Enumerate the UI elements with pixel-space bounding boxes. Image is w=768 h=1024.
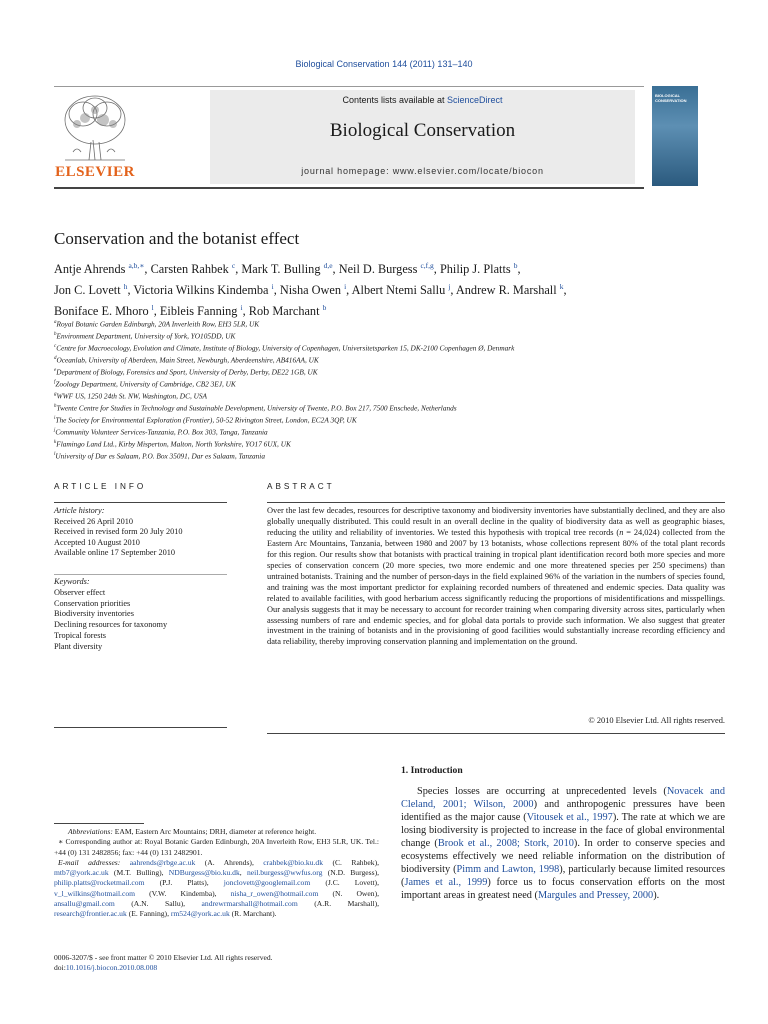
author-name: Carsten Rahbek xyxy=(150,262,229,277)
email-link[interactable]: philip.platts@rocketmail.com xyxy=(54,878,145,888)
author-name: Andrew R. Marshall xyxy=(455,283,557,298)
citation-link[interactable]: Brook et al., 2008; Stork, 2010 xyxy=(437,837,574,849)
email-owner: (R. Marchant). xyxy=(231,909,277,918)
affiliation-item: $^a$Royal Botanic Garden Edinburgh, 20A Inverleith Row, EH3 5LR, UK xyxy=(54,319,260,329)
citation-link[interactable]: Pimm and Lawton, 1998 xyxy=(456,863,560,875)
author-affiliation-marker[interactable]: c xyxy=(231,261,236,270)
email-link[interactable]: neil.burgess@wwfus.org xyxy=(246,868,323,877)
author-affiliation-marker[interactable]: d,e xyxy=(323,261,333,270)
email-owner: (P.J. Platts) xyxy=(159,878,207,888)
email-link[interactable]: NDBurgess@bio.ku.dk xyxy=(168,868,240,877)
affiliation-item: $^i$The Society for Environmental Exploration (Frontier), 50-52 Rivington Street, London, EC2A 3QP, UK xyxy=(54,415,357,425)
author-affiliation-marker[interactable]: i xyxy=(240,303,243,313)
abstract-copyright: © 2010 Elsevier Ltd. All rights reserved. xyxy=(588,716,725,725)
author-affiliation-marker[interactable]: l xyxy=(151,303,154,313)
citation-link[interactable]: Vitousek et al., 1997 xyxy=(526,811,613,823)
author-affiliation-marker[interactable]: b xyxy=(513,261,518,270)
email-link[interactable]: andrewrmarshall@hotmail.com xyxy=(201,898,298,908)
email-owner: (A.N. Sallu) xyxy=(131,898,184,908)
contents-prefix: Contents lists available at xyxy=(342,95,448,105)
affiliation-item: $^l$University of Dar es Salaam, P.O. Box 35091, Dar es Salaam, Tanzania xyxy=(54,451,265,461)
section-heading-introduction: 1. Introduction xyxy=(401,765,463,776)
elsevier-wordmark: ELSEVIER xyxy=(55,164,135,180)
corresponding-author-note: ∗ Corresponding author at: Royal Botanic Garden Edinburgh, 20A Inverleith Row, EH3 5LR, UK. Tel.: +44 (0) 131 2482856; fax: +44 (0) 131 2482901. xyxy=(54,837,379,857)
affiliation-item: $^f$Zoology Department, University of Cambridge, CB2 3EJ, UK xyxy=(54,379,236,389)
sciencedirect-link[interactable]: ScienceDirect xyxy=(447,95,503,105)
keyword-item: Observer effect xyxy=(54,587,106,597)
email-owner: (C. Rahbek) xyxy=(332,857,378,867)
citation-link[interactable]: James et al., 1999 xyxy=(404,876,488,888)
doi-link[interactable]: 10.1016/j.biocon.2010.08.008 xyxy=(65,963,158,973)
keywords-rule xyxy=(54,574,227,575)
journal-homepage[interactable]: journal homepage: www.elsevier.com/locate/biocon xyxy=(301,166,544,176)
issn-line: 0006-3207/$ - see front matter © 2010 Elsevier Ltd. All rights reserved. xyxy=(54,953,273,962)
citation-link[interactable]: Novacek and Cleland, 2001; Wilson, 2000 xyxy=(401,786,725,810)
author-affiliation-marker[interactable]: c,f,g xyxy=(420,261,434,270)
keyword-item: Conservation priorities xyxy=(54,598,131,608)
author-name: Rob Marchant xyxy=(248,304,320,319)
email-link[interactable]: nisha_r_owen@hotmail.com xyxy=(230,888,319,898)
email-link[interactable]: jonclovett@googlemail.com xyxy=(223,878,311,888)
email-owner: (A. Ahrends) xyxy=(204,857,252,867)
author-name: Mark T. Bulling xyxy=(241,262,321,277)
history-item: Accepted 10 August 2010 xyxy=(54,537,140,547)
email-link[interactable]: rm524@york.ac.uk xyxy=(170,909,230,918)
header-bottom-rule xyxy=(54,187,644,189)
email-link[interactable]: aahrends@rbge.ac.uk xyxy=(129,857,196,867)
author-name: Jon C. Lovett xyxy=(54,283,121,298)
keywords-block xyxy=(54,577,227,653)
email-owner: (N. Owen) xyxy=(332,888,378,898)
article-history xyxy=(54,506,227,559)
author-affiliation-marker[interactable]: k xyxy=(559,282,564,292)
journal-reference[interactable]: Biological Conservation 144 (2011) 131–140 xyxy=(295,59,473,69)
header-top-rule xyxy=(54,86,644,87)
abbreviations-note: Abbreviations: EAM, Eastern Arc Mountains; DRH, diameter at reference height. xyxy=(68,827,317,836)
history-item: Received in revised form 20 July 2010 xyxy=(54,527,183,537)
footnote-rule xyxy=(54,823,144,824)
doi-line: doi:10.1016/j.biocon.2010.08.008 xyxy=(54,963,158,973)
author-name: Antje Ahrends xyxy=(54,262,126,277)
author-affiliation-marker[interactable]: b xyxy=(322,303,327,313)
affiliation-item: $^d$Oceanlab, University of Aberdeen, Main Street, Newburgh, Aberdeenshire, AB416AA, UK xyxy=(54,355,319,365)
affiliation-item: $^j$Community Volunteer Services-Tanzania, P.O. Box 303, Tanga, Tanzania xyxy=(54,427,268,437)
affiliation-item: $^c$Centre for Macroecology, Evolution and Climate, Institute of Biology, University of Copenhagen, Universitetsparken 15, DK-2100 Copenhagen Ø, Denmark xyxy=(54,343,515,353)
affiliation-item: $^e$Department of Biology, Forensics and Sport, University of Derby, Derby, DE22 1GB, UK xyxy=(54,367,318,377)
author-affiliation-marker[interactable]: a,b,∗ xyxy=(128,261,145,270)
email-addresses: E-mail addresses: aahrends@rbge.ac.uk (A. Ahrends), crahbek@bio.ku.dk (C. Rahbek), mtb7@york.ac.uk (M.T. Bulling), NDBurgess@bio.ku.dk, neil.burgess@wwfus.org (N.D. Burgess), philip.platts@rocketmail.com (P.J. Platts), jonclovett@googlemail.com (J.C. Lovett), v_l_wilkins@hotmail.com (V.W. Kindemba), nisha_r_owen@hotmail.com (N. Owen), ansallu@gmail.com (A.N. Sallu), andrewrmarshall@hotmail.com (A.R. Marshall), research@frontier.ac.uk (E. Fanning), rm524@york.ac.uk (R. Marchant). xyxy=(54,857,380,918)
email-link[interactable]: research@frontier.ac.uk xyxy=(54,909,127,918)
keywords-label: Keywords: xyxy=(54,577,90,586)
history-label: Article history: xyxy=(54,506,105,515)
article-info-rule xyxy=(54,502,227,503)
email-owner: (V.W. Kindemba) xyxy=(149,888,215,898)
author-name: Boniface E. Mhoro xyxy=(54,304,149,319)
author-name: Victoria Wilkins Kindemba xyxy=(133,283,269,298)
email-link[interactable]: v_l_wilkins@hotmail.com xyxy=(54,888,136,898)
email-owner: (A.R. Marshall) xyxy=(314,898,378,908)
author-affiliation-marker[interactable]: i xyxy=(271,282,274,292)
keyword-item: Tropical forests xyxy=(54,630,107,640)
affiliation-item: $^b$Environment Department, University of York, YO105DD, UK xyxy=(54,331,236,341)
email-link[interactable]: mtb7@york.ac.uk xyxy=(54,868,109,877)
author-list: Antje Ahrends $^{a,b,∗}$, Carsten Rahbek $^c$, Mark T. Bulling $^{d,e}$, Neil D. Burgess $^{c,f,g}$, Philip J. Platts $^b$, Jon C. Lovett $^h$, Victoria Wilkins Kindemba $^i$, Nisha Owen $^i$, Albert Ntemi Sallu $^j$, Andrew R. Marshall $^k$, Boniface E. Mhoro $^l$, Eibleis Fanning $^i$, Rob Marchant $^b$ xyxy=(54,261,567,319)
abstract-text: Over the last few decades, resources for descriptive taxonomy and biodiversity inventories have substantially declined, and they are also globally unequally distributed. This could result in an overall decline in the quality of biodiversity data as well as geographic biases, reducing the utility and reliability of inventories. We tested this hypothesis with tropical tree records (n = 24,024) collected from the Eastern Arc Mountains, Tanzania, between 1980 and 2007 by 13 botanists, whose collections represent 80% of the total plant records for this region. Our results show that botanists with practical training in tropical plant identification record both more species and more species of conservation concern (20 more species, two more endemic and one more threatened species per 250 specimens) than untrained botanists. Training and the number of person-days in the field explained 96% of the variation in the numbers of species found, and training was the most important predictor for explaining recorded numbers of threatened and endemic species. Data quality was related to available facilities, with good herbarium access significantly reducing the proportions of misidentifications and misspellings. Our analysis suggests that it may be necessary to account for recorder training when comparing diversity across sites, particularly when assessing numbers of rare and endemic species, and for global data portals to provide such information. We also suggest that greater investment in the training of botanists and in the provisioning of good facilities would substantially increase recording efficiency and data reliability, thereby improving conservation planning and implementation on the ground. xyxy=(267,506,725,647)
author-name: Philip J. Platts xyxy=(439,262,511,277)
abstract-heading: ABSTRACT xyxy=(267,482,335,491)
email-link[interactable]: ansallu@gmail.com xyxy=(54,898,115,908)
author-name: Neil D. Burgess xyxy=(338,262,418,277)
email-owner: (M.T. Bulling) xyxy=(113,868,162,877)
keyword-item: Plant diversity xyxy=(54,641,103,651)
author-affiliation-marker[interactable]: i xyxy=(344,282,347,292)
email-link[interactable]: crahbek@bio.ku.dk xyxy=(263,857,324,867)
affiliation-list xyxy=(54,318,714,462)
introduction-paragraph: Species losses are occurring at unprecedented levels (Novacek and Cleland, 2001; Wilson, 2000) and anthropogenic pressures have been identified as the major cause (Vitousek et al., 1997). The rate at which we are losing biodiversity is projected to increase in the face of global environmental change (Brook et al., 2008; Stork, 2010). In order to conserve species and ecosystems effectively we need reliable information on the distribution of biodiversity (Pimm and Lawton, 1998), particularly because limited resources (James et al., 1999) force us to focus conservation efforts on the most important areas in greatest need (Margules and Pressey, 2000). xyxy=(401,786,726,901)
front-matter xyxy=(54,953,379,974)
keyword-item: Biodiversity inventories xyxy=(54,609,134,619)
journal-title: Biological Conservation xyxy=(329,120,516,141)
author-name: Nisha Owen xyxy=(279,283,341,298)
journal-cover-title: BIOLOGICAL CONSERVATION xyxy=(655,93,687,103)
article-info-heading: ARTICLE INFO xyxy=(54,482,147,491)
article-title: Conservation and the botanist effect xyxy=(54,229,300,248)
affiliation-item: $^h$Twente Centre for Studies in Technology and Sustainable Development, University of Twente, P.O. Box 217, 7500 Enschede, Netherlands xyxy=(54,403,457,413)
author-name: Albert Ntemi Sallu xyxy=(351,283,446,298)
history-item: Received 26 April 2010 xyxy=(54,516,134,526)
keyword-item: Declining resources for taxonomy xyxy=(54,620,168,630)
author-affiliation-marker[interactable]: h xyxy=(123,282,128,292)
author-name: Eibleis Fanning xyxy=(159,304,238,319)
author-affiliation-marker[interactable]: j xyxy=(448,282,451,292)
footnotes xyxy=(54,827,379,919)
article-info-end-rule xyxy=(54,727,227,728)
email-owner: (N.D. Burgess) xyxy=(327,868,378,877)
affiliation-item: $^g$WWF US, 1250 24th St. NW, Washington, DC, USA xyxy=(54,391,207,401)
contents-line xyxy=(210,95,635,105)
email-owner: (J.C. Lovett) xyxy=(325,878,378,888)
abstract-end-rule xyxy=(267,733,725,734)
email-owner: (E. Fanning) xyxy=(128,909,168,918)
history-item: Available online 17 September 2010 xyxy=(54,548,176,558)
citation-link[interactable]: Margules and Pressey, 2000 xyxy=(537,889,654,901)
affiliation-item: $^k$Flamingo Land Ltd., Kirby Misperton, Malton, North Yorkshire, YO17 6UX, UK xyxy=(54,439,291,449)
abstract-rule xyxy=(267,502,725,503)
